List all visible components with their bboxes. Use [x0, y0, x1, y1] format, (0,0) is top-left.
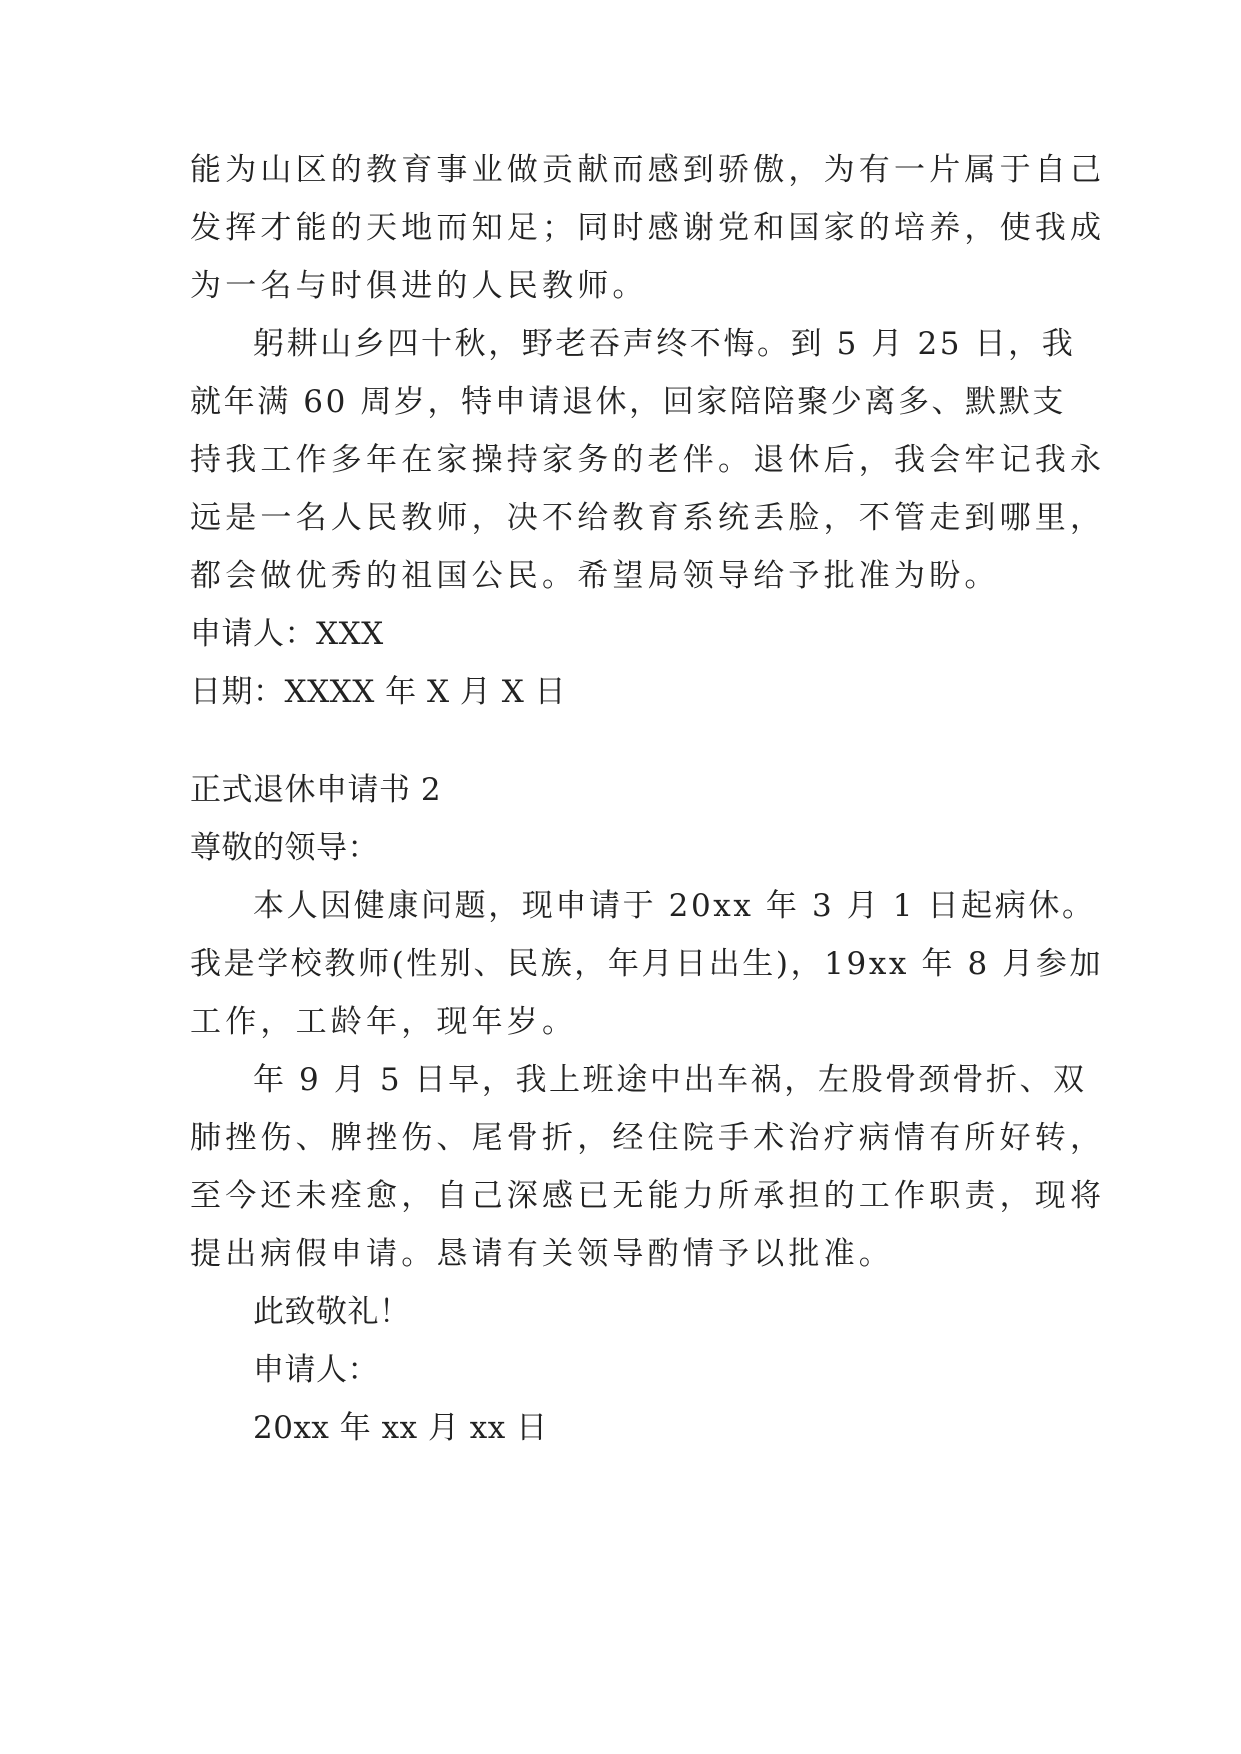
date-line: 日期：XXXX 年 X 月 X 日	[190, 674, 567, 710]
text-line: 远是一名人民教师，决不给教育系统丢脸，不管走到哪里，	[190, 500, 1106, 536]
text-line: 至今还未痊愈，自己深感已无能力所承担的工作职责，现将	[190, 1178, 1106, 1214]
section-title: 正式退休申请书 2	[190, 772, 442, 808]
text-line: 我是学校教师(性别、民族，年月日出生)，19xx 年 8 月参加	[190, 946, 1104, 982]
text-line: 为一名与时俱进的人民教师。	[190, 268, 648, 304]
text-line: 肺挫伤、脾挫伤、尾骨折，经住院手术治疗病情有所好转，	[190, 1120, 1106, 1156]
closing-line: 此致敬礼！	[253, 1294, 411, 1330]
applicant-line: 申请人：	[253, 1352, 379, 1388]
text-line: 工作，工龄年，现年岁。	[190, 1004, 578, 1040]
date-line: 20xx 年 xx 月 xx 日	[253, 1410, 548, 1446]
salutation: 尊敬的领导：	[190, 830, 379, 866]
text-line: 躬耕山乡四十秋，野老吞声终不悔。到 5 月 25 日，我	[253, 326, 1076, 362]
applicant-line: 申请人：XXX	[190, 616, 384, 652]
text-line: 年 9 月 5 日早，我上班途中出车祸，左股骨颈骨折、双	[253, 1062, 1087, 1098]
text-line: 都会做优秀的祖国公民。希望局领导给予批准为盼。	[190, 558, 1000, 594]
text-line: 提出病假申请。恳请有关领导酌情予以批准。	[190, 1236, 894, 1272]
text-line: 能为山区的教育事业做贡献而感到骄傲，为有一片属于自己	[190, 152, 1106, 188]
text-line: 就年满 60 周岁，特申请退休，回家陪陪聚少离多、默默支	[190, 384, 1066, 420]
text-line: 发挥才能的天地而知足；同时感谢党和国家的培养，使我成	[190, 210, 1106, 246]
text-line: 持我工作多年在家操持家务的老伴。退休后，我会牢记我永	[190, 442, 1106, 478]
text-line: 本人因健康问题，现申请于 20xx 年 3 月 1 日起病休。	[253, 888, 1096, 924]
